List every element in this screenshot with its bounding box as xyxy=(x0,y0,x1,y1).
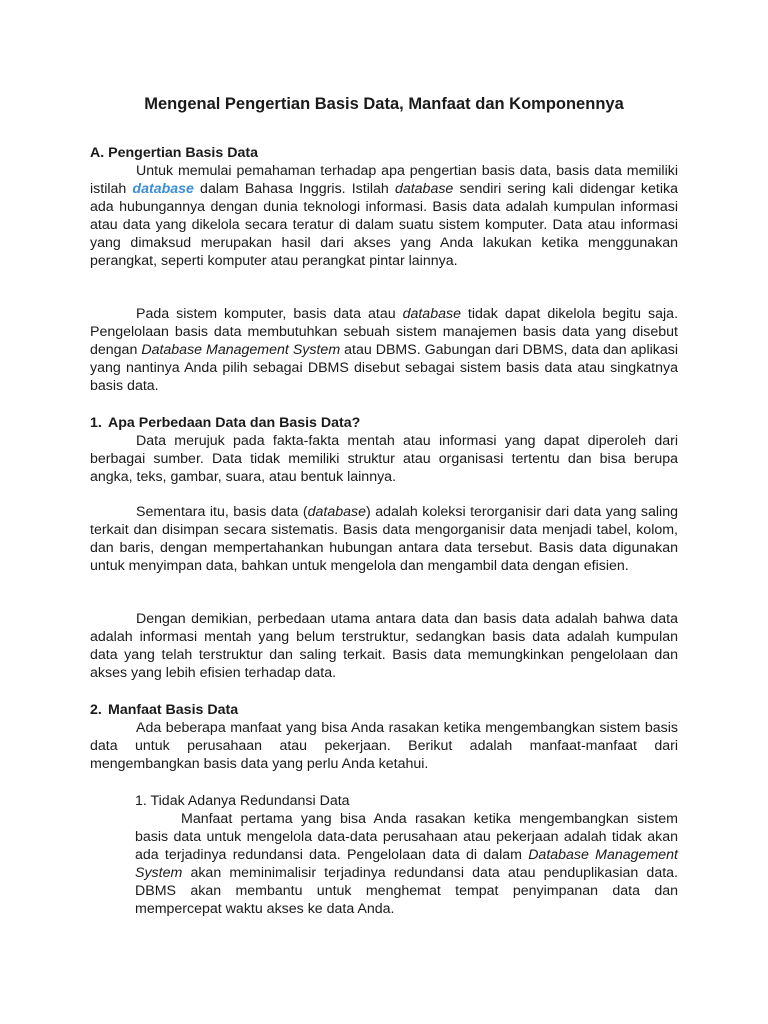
subsection-1-paragraph: Manfaat pertama yang bisa Anda rasakan ketika mengembangkan sistem basis data untuk mengelola data-data perusahaan atau pekerjaan adalah tidak akan ada terjadinya redundansi data. Pengelolaan data di dalam Database Management System akan meminimalisir terjadinya redundansi data atau penduplikasian data. DBMS akan membantu untuk menghemat tempat penyimpanan data dan mempercepat waktu akses ke data Anda. xyxy=(135,811,678,917)
section-a-heading xyxy=(90,144,258,162)
section-1-heading xyxy=(90,414,360,432)
section-2-paragraph-1: Ada beberapa manfaat yang bisa Anda rasakan ketika mengembangkan sistem basis data untuk perusahaan atau pekerjaan. Berikut adalah manfaat-manfaat dari mengembangkan basis data yang perlu Anda ketahui. xyxy=(90,720,678,772)
database-link[interactable]: database xyxy=(132,180,194,197)
document-title: Mengenal Pengertian Basis Data, Manfaat dan Komponennya xyxy=(144,95,624,113)
section-1-title: Apa Perbedaan Data dan Basis Data? xyxy=(108,415,361,431)
section-a-paragraph-1: Untuk memulai pemahaman terhadap apa pengertian basis data, basis data memiliki istilah database dalam Bahasa Inggris. Istilah database sendiri sering kali didengar ketika ada hubungannya dengan dunia teknologi informasi. Basis data adalah kumpulan informasi atau data yang dikelola secara teratur di dalam suatu sistem komputer. Data atau informasi yang dimaksud merupakan hasil dari akses yang Anda lakukan ketika menggunakan perangkat, seperti komputer atau perangkat pintar lainnya. xyxy=(90,163,678,269)
section-1-paragraph-1: Data merujuk pada fakta-fakta mentah atau informasi yang dapat diperoleh dari berbagai sumber. Data tidak memiliki struktur atau organisasi tertentu dan bisa berupa angka, teks, gambar, suara, atau bentuk lainnya. xyxy=(90,433,678,485)
section-a-number: A. xyxy=(90,145,105,161)
section-2-number: 2. xyxy=(90,702,102,718)
section-1-number: 1. xyxy=(90,415,102,431)
section-a-title: Pengertian Basis Data xyxy=(108,145,258,161)
section-1-paragraph-2: Sementara itu, basis data (database) adalah koleksi terorganisir dari data yang saling terkait dan disimpan secara sistematis. Basis data mengorganisir data menjadi tabel, kolom, dan baris, dengan mempertahankan hubungan antara data tersebut. Basis data digunakan untuk menyimpan data, bahkan untuk mengelola dan mengambil data dengan efisien. xyxy=(90,504,678,574)
section-2-heading xyxy=(90,701,238,719)
subsection-1-label: 1. Tidak Adanya Redundansi Data xyxy=(135,793,350,809)
section-2-title: Manfaat Basis Data xyxy=(108,702,239,718)
section-1-paragraph-3: Dengan demikian, perbedaan utama antara data dan basis data adalah bahwa data adalah informasi mentah yang belum terstruktur, sedangkan basis data adalah kumpulan data yang telah terstruktur dan saling terkait. Basis data memungkinkan pengelolaan dan akses yang lebih efisien terhadap data. xyxy=(90,611,678,681)
section-a-paragraph-2: Pada sistem komputer, basis data atau database tidak dapat dikelola begitu saja. Pengelolaan basis data membutuhkan sebuah sistem manajemen basis data yang disebut dengan Database Management System atau DBMS. Gabungan dari DBMS, data dan aplikasi yang nantinya Anda pilih sebagai DBMS disebut sebagai sistem basis data atau singkatnya basis data. xyxy=(90,306,679,394)
